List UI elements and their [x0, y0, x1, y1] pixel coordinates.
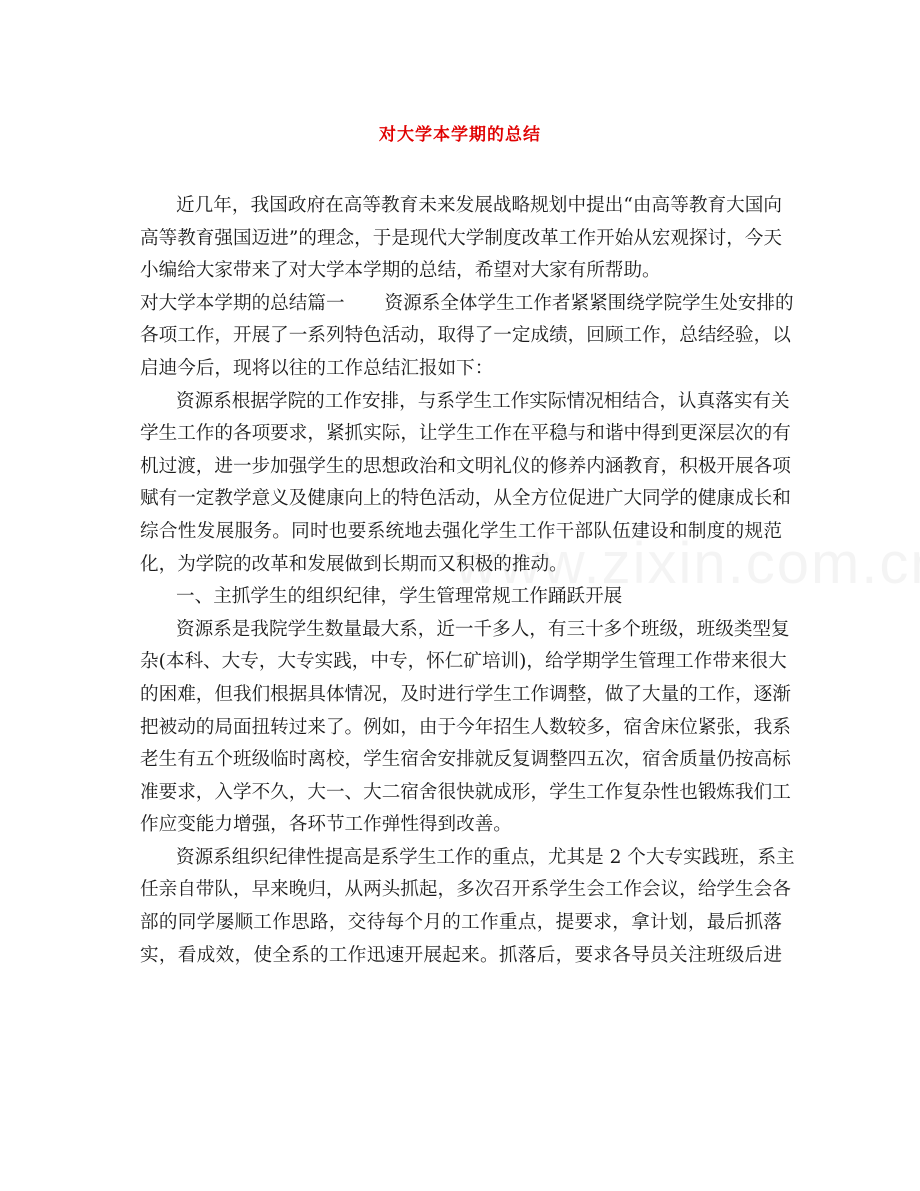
- document-title: 对大学本学期的总结: [379, 125, 541, 145]
- text-line: 小编给大家带来了对大学本学期的总结，希望对大家有所帮助。: [140, 260, 661, 282]
- section-heading: 对大学本学期的总结篇一: [140, 292, 345, 314]
- text-line: 化，为学院的改革和发展做到长期而又积极的推动。: [140, 553, 568, 575]
- text-line: 的困难，但我们根据具体情况，及时进行学生工作调整，做了大量的工作，逐渐: [140, 683, 791, 705]
- text-line: 赋有一定教学意义及健康向上的特色活动，从全方位促进广大同学的健康成长和: [140, 488, 791, 510]
- text-line: 学生工作的各项要求，紧抓实际，让学生工作在平稳与和谐中得到更深层次的有: [140, 423, 791, 445]
- section-heading-line: [140, 288, 794, 321]
- text-line: 部的同学屡顺工作思路，交待每个月的工作重点，提要求，拿计划，最后抓落: [140, 912, 782, 934]
- text-segment: 资源系全体学生工作者紧紧围绕学院学生处安排的: [384, 292, 794, 314]
- text-line: 杂(本科、大专，大专实践，中专，怀仁矿培训)，给学期学生管理工作带来很大: [140, 651, 787, 673]
- text-line: 高等教育强国迈进”的理念，于是现代大学制度改革工作开始从宏观探讨，今天: [140, 227, 782, 249]
- text-line: 资源系根据学院的工作安排，与系学生工作实际情况相结合，认真落实有关: [176, 390, 790, 412]
- text-line: 资源系是我院学生数量最大系，近一千多人，有三十多个班级，班级类型复: [176, 618, 790, 640]
- text-line: 综合性发展服务。同时也要系统地去强化学生工作干部队伍建设和制度的规范: [140, 520, 782, 542]
- text-line: 准要求，入学不久，大一、大二宿舍很快就成形，学生工作复杂性也锻炼我们工: [140, 781, 791, 803]
- text-line: 把被动的局面扭转过来了。例如，由于今年招生人数较多，宿舍床位紧张，我系: [140, 716, 791, 738]
- text-line: 资源系组织纪律性提高是系学生工作的重点，尤其是 2 个大专实践班，系主: [176, 846, 795, 868]
- document-body: [140, 190, 795, 972]
- text-line: 老生有五个班级临时离校，学生宿舍安排就反复调整四五次，宿舍质量仍按高标: [140, 749, 791, 771]
- text-line: 实，看成效，使全系的工作迅速开展起来。抓落后，要求各导员关注班级后进: [140, 944, 782, 966]
- text-line: 启迪今后，现将以往的工作总结汇报如下：: [140, 357, 494, 379]
- text-line: 作应变能力增强，各环节工作弹性得到改善。: [140, 814, 512, 836]
- text-line: 近几年，我国政府在高等教育未来发展战略规划中提出“由高等教育大国向: [176, 195, 782, 216]
- text-line: 各项工作，开展了一系列特色活动，取得了一定成绩，回顾工作，总结经验，以: [140, 325, 791, 347]
- subheading-line: 一、主抓学生的组织纪律，学生管理常规工作踊跃开展: [176, 586, 623, 608]
- text-line: 机过渡，进一步加强学生的思想政治和文明礼仪的修养内涵教育，积极开展各项: [140, 455, 791, 477]
- text-line: 任亲自带队，早来晚归，从两头抓起，多次召开系学生会工作会议，给学生会各: [140, 879, 791, 901]
